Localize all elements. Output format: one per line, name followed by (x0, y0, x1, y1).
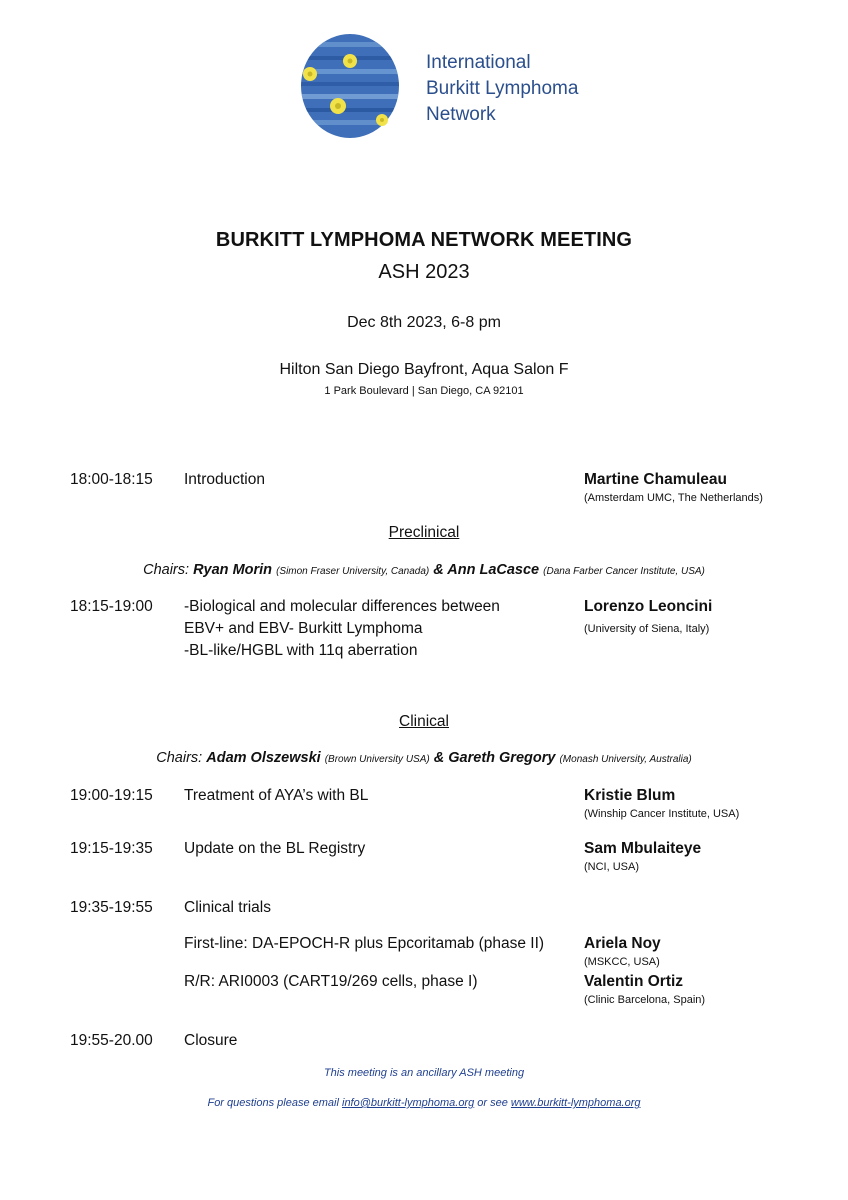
schedule-affiliation: (Winship Cancer Institute, USA) (584, 808, 740, 820)
topic-line: -Biological and molecular differences between (184, 598, 500, 615)
preclinical-time: 18:15-19:00 (70, 598, 153, 615)
meeting-date: Dec 8th 2023, 6-8 pm (347, 314, 501, 331)
intro-affiliation: (Amsterdam UMC, The Netherlands) (584, 492, 763, 504)
closure-time: 19:55-20.00 (70, 1032, 153, 1049)
intro-topic: Introduction (184, 471, 265, 488)
chairs-label: Chairs: (143, 562, 190, 578)
trial-topic: First-line: DA-EPOCH-R plus Epcoritamab (phase II) (184, 935, 545, 952)
chair-name: Adam Olszewski (206, 750, 321, 766)
preclinical-chairs (0, 562, 848, 578)
logo-line-2: Burkitt Lymphoma (426, 78, 579, 99)
chair-affiliation: (Monash University, Australia) (559, 754, 692, 765)
schedule-affiliation: (NCI, USA) (584, 861, 639, 873)
schedule-speaker: Sam Mbulaiteye (584, 840, 702, 857)
chair-affiliation: (Dana Farber Cancer Institute, USA) (543, 566, 705, 577)
page-subtitle: ASH 2023 (378, 261, 470, 283)
chair-name: Ryan Morin (193, 562, 273, 578)
chair-name: & Gareth Gregory (433, 750, 556, 766)
contact-line (0, 1097, 848, 1109)
preclinical-heading: Preclinical (388, 524, 460, 541)
contact-mid: or see (477, 1097, 508, 1109)
trial-affiliation: (MSKCC, USA) (584, 956, 660, 968)
schedule-time: 19:15-19:35 (70, 840, 153, 857)
ancillary-note: This meeting is an ancillary ASH meeting (323, 1067, 525, 1079)
preclinical-affiliation: (University of Siena, Italy) (584, 623, 710, 635)
trial-affiliation: (Clinic Barcelona, Spain) (584, 994, 706, 1006)
website-link[interactable]: www.burkitt-lymphoma.org (510, 1097, 641, 1109)
chairs-label: Chairs: (156, 750, 203, 766)
chair-affiliation: (Simon Fraser University, Canada) (276, 566, 430, 577)
closure-topic: Closure (184, 1032, 238, 1049)
logo-line-1: International (426, 52, 531, 73)
clinical-heading: Clinical (399, 713, 449, 730)
page-title: BURKITT LYMPHOMA NETWORK MEETING (215, 229, 633, 251)
email-link[interactable]: info@burkitt-lymphoma.org (342, 1097, 475, 1109)
logo-wordmark (426, 50, 578, 128)
network-logo (300, 34, 400, 139)
trial-topic: R/R: ARI0003 (CART19/269 cells, phase I) (184, 973, 478, 990)
schedule-time: 19:00-19:15 (70, 787, 153, 804)
topic-line: -BL-like/HGBL with 11q aberration (184, 642, 418, 659)
logo-line-3: Network (426, 104, 496, 125)
topic-line: EBV+ and EBV- Burkitt Lymphoma (184, 620, 423, 637)
preclinical-speaker: Lorenzo Leoncini (584, 598, 713, 615)
meeting-venue: Hilton San Diego Bayfront, Aqua Salon F (279, 361, 569, 378)
trial-speaker: Ariela Noy (584, 935, 661, 952)
intro-time: 18:00-18:15 (70, 471, 153, 488)
clinical-chairs (0, 750, 848, 766)
preclinical-topic (184, 596, 500, 662)
trial-speaker: Valentin Ortiz (584, 973, 684, 990)
trials-topic: Clinical trials (184, 899, 271, 916)
trials-time: 19:35-19:55 (70, 899, 153, 916)
schedule-topic: Update on the BL Registry (184, 840, 366, 857)
chair-name: & Ann LaCasce (433, 562, 540, 578)
chair-affiliation: (Brown University USA) (324, 754, 430, 765)
contact-prefix: For questions please email (207, 1097, 339, 1109)
schedule-speaker: Kristie Blum (584, 787, 676, 804)
venue-address: 1 Park Boulevard | San Diego, CA 92101 (324, 385, 524, 397)
intro-speaker: Martine Chamuleau (584, 471, 727, 488)
schedule-topic: Treatment of AYA’s with BL (184, 787, 369, 804)
